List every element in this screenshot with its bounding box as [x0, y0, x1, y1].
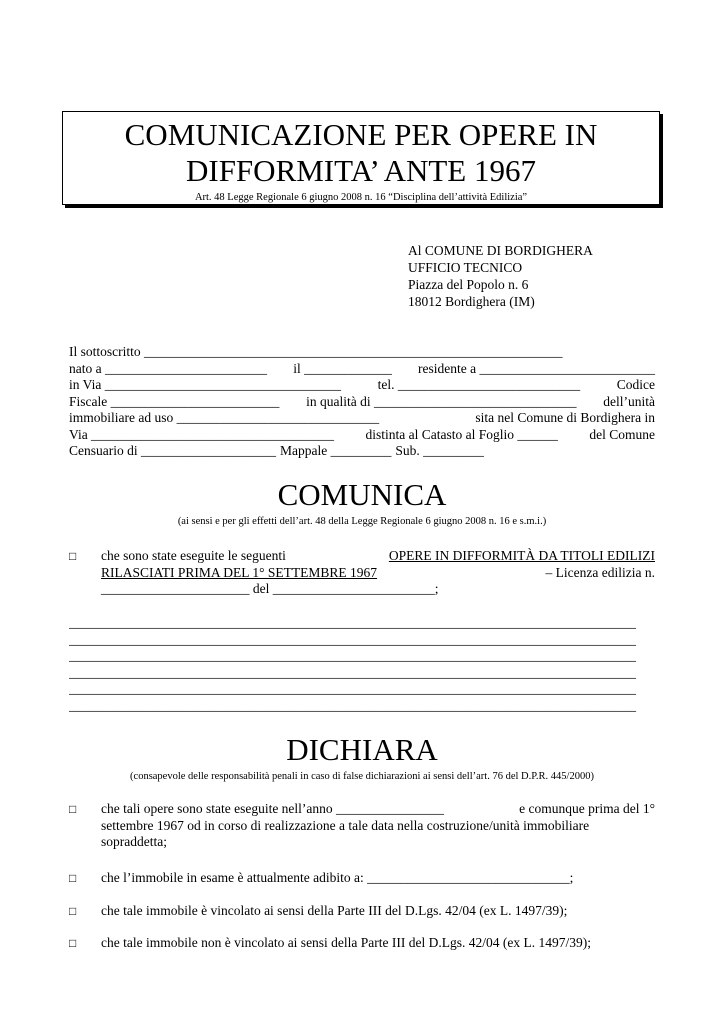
foglio-field[interactable]: distinta al Catasto al Foglio ______: [365, 426, 558, 442]
intro-row-2: [69, 361, 655, 378]
comunica-text-4: – Licenza edilizia n.: [545, 564, 655, 580]
blank-line[interactable]: ____________________________________________________________________________________: [69, 615, 636, 630]
dichiara-item-1-line-2: [101, 818, 655, 835]
title-line-2: DIFFORMITA’ ANTE 1967: [185, 153, 536, 188]
comunica-item-text: [101, 548, 655, 598]
dichiara-text: e comunque prima del 1°: [519, 801, 655, 816]
dichiara-item-4: [69, 935, 655, 953]
dichiara-heading: DICHIARA: [286, 732, 438, 767]
title-box: [62, 111, 660, 205]
mappale-field[interactable]: Mappale _________: [280, 443, 392, 458]
comunica-line-1: [101, 548, 655, 565]
recipient-address: [408, 242, 593, 310]
dichiara-note: (consapevole delle responsabilità penali in caso di false dichiarazioni ai sensi dell’art. 76 del D.P.R. 445/2000): [130, 771, 594, 782]
comunica-text-2: OPERE IN DIFFORMITÀ DA TITOLI EDILIZI: [388, 548, 655, 563]
location-label: sita nel Comune di Bordighera in: [475, 410, 655, 425]
unit-label: dell’unità: [603, 393, 655, 409]
sub-field[interactable]: Sub. _________: [395, 443, 484, 458]
residence-field[interactable]: residente a __________________________: [418, 360, 655, 376]
comunica-line-2: [101, 565, 655, 582]
birthdate-field[interactable]: il _____________: [293, 360, 392, 376]
dichiara-item-1-text: [101, 801, 655, 851]
via-field[interactable]: Via ____________________________________: [69, 426, 335, 442]
intro-row-3: [69, 377, 655, 394]
phone-field[interactable]: tel. ___________________________: [377, 377, 581, 392]
blank-line[interactable]: ____________________________________________________________________________________: [69, 697, 636, 713]
checkbox[interactable]: □: [69, 802, 77, 816]
address-line-4: 18012 Bordighera (IM): [408, 294, 535, 309]
codice-label: Codice: [616, 377, 655, 392]
use-field[interactable]: immobiliare ad uso ______________________________: [69, 410, 380, 425]
dichiara-text: settembre 1967 od in corso di realizzazione a tale data nella costruzione/unità immobiliare: [101, 817, 590, 833]
comunica-line-3: [101, 581, 655, 598]
dichiara-text: sopraddetta;: [101, 834, 167, 849]
blank-line[interactable]: ____________________________________________________________________________________: [69, 664, 636, 680]
sottoscritto-field[interactable]: Il sottoscritto ______________________________________________________________: [69, 344, 563, 359]
address-line-2: UFFICIO TECNICO: [408, 260, 523, 275]
description-lines: [69, 615, 655, 714]
dichiara-item-1-line-1: [101, 801, 655, 818]
blank-line[interactable]: ____________________________________________________________________________________: [69, 631, 636, 647]
intro-row-1: [69, 344, 655, 361]
dichiara-text: che tale immobile è vincolato ai sensi della Parte III del D.Lgs. 42/04 (ex L. 1497/39);: [101, 903, 568, 918]
comunica-text-1: che sono state eseguite le seguenti: [101, 548, 286, 563]
comune-label: del Comune: [589, 426, 655, 442]
street-field[interactable]: in Via ___________________________________: [69, 377, 341, 392]
dichiara-item-3: [69, 903, 655, 921]
comunica-text-3: RILASCIATI PRIMA DEL 1° SETTEMBRE 1967: [101, 564, 378, 580]
blank-line[interactable]: ____________________________________________________________________________________: [69, 648, 636, 663]
dichiara-item-1: [69, 801, 655, 853]
declarant-details: [69, 344, 655, 460]
dichiara-item-1-line-3: [101, 834, 655, 851]
intro-row-5: [69, 410, 655, 427]
intro-row-7: [69, 443, 655, 460]
dichiara-item-2: [69, 870, 655, 888]
censuario-field[interactable]: Censuario di ____________________: [69, 443, 276, 458]
comunica-heading: COMUNICA: [277, 477, 447, 512]
year-field[interactable]: che tali opere sono state eseguite nell’anno ________________: [101, 801, 445, 816]
intro-row-6: [69, 427, 655, 444]
dichiara-text: che tale immobile non è vincolato ai sensi della Parte III del D.Lgs. 42/04 (ex L. 1497/39);: [101, 935, 591, 950]
intro-row-4: [69, 394, 655, 411]
title-subtitle: Art. 48 Legge Regionale 6 giugno 2008 n. 16 “Disciplina dell’attività Edilizia”: [194, 192, 528, 203]
licenza-field[interactable]: ______________________ del ________________________;: [101, 581, 439, 596]
usage-field[interactable]: che l’immobile in esame è attualmente adibito a: ______________________________;: [101, 870, 574, 885]
fiscal-code-field[interactable]: Fiscale _________________________: [69, 393, 280, 409]
address-line-1: Al COMUNE DI BORDIGHERA: [408, 243, 593, 258]
birthplace-field[interactable]: nato a ________________________: [69, 360, 267, 376]
role-field[interactable]: in qualità di ______________________________: [306, 393, 577, 409]
checkbox[interactable]: □: [69, 871, 77, 885]
checkbox[interactable]: □: [69, 904, 77, 918]
comunica-item: [69, 548, 655, 600]
checkbox[interactable]: □: [69, 936, 77, 950]
title-line-1: COMUNICAZIONE PER OPERE IN: [124, 117, 598, 152]
comunica-note: (ai sensi e per gli effetti dell’art. 48 della Legge Regionale 6 giugno 2008 n. 16 e s.m.i.): [177, 516, 547, 527]
address-line-3: Piazza del Popolo n. 6: [408, 277, 529, 292]
blank-line[interactable]: ____________________________________________________________________________________: [69, 681, 636, 696]
checkbox[interactable]: □: [69, 549, 77, 563]
